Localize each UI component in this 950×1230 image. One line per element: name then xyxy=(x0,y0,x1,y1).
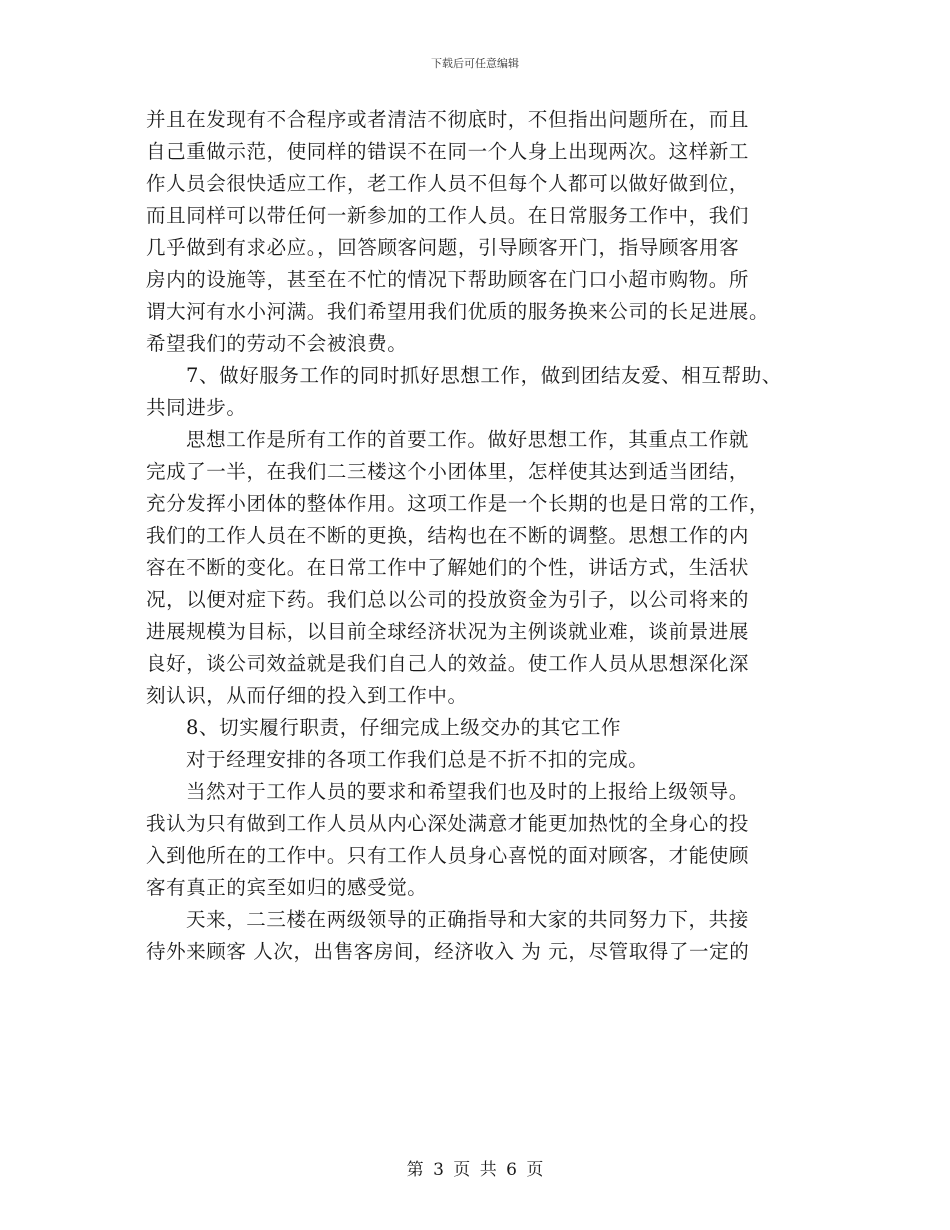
text-line: 希望我们的劳动不会被浪费。 xyxy=(146,332,408,355)
text-line: 客有真正的宾至如归的感受觉。 xyxy=(146,876,428,899)
text-line: 充分发挥小团体的整体作用。这项工作是一个长期的也是日常的工作， xyxy=(146,492,770,515)
text-line: 思想工作是所有工作的首要工作。做好思想工作，其重点工作就 xyxy=(186,428,749,451)
text-line: 几乎做到有求必应。，回答顾客问题，引导顾客开门，指导顾客用客 xyxy=(146,236,740,259)
text-line: 谓大河有水小河满。我们希望用我们优质的服务换来公司的长足进展。 xyxy=(146,300,770,323)
page-header: 下载后可任意编辑 xyxy=(431,57,519,70)
text-line: 容在不断的变化。在日常工作中了解她们的个性，讲话方式，生活状 xyxy=(146,556,750,579)
text-line: 并且在发现有不合程序或者清洁不彻底时，不但指出问题所在，而且 xyxy=(146,108,750,131)
page-footer: 第 3 页 共 6 页 xyxy=(406,1160,544,1180)
text-line: 8、切实履行职责，仔细完成上级交办的其它工作 xyxy=(186,716,622,739)
text-line: 入到他所在的工作中。只有工作人员身心喜悦的面对顾客，才能使顾 xyxy=(146,844,750,867)
text-line: 况，以便对症下药。我们总以公司的投放资金为引子，以公司将来的 xyxy=(146,588,750,611)
text-line: 房内的设施等，甚至在不忙的情况下帮助顾客在门口小超市购物。所 xyxy=(146,268,750,291)
text-line: 待外来顾客 人次，出售客房间，经济收入 为 元，尽管取得了一定的 xyxy=(146,940,750,963)
text-line: 作人员会很快适应工作，老工作人员不但每个人都可以做好做到位， xyxy=(146,172,750,195)
text-line: 而且同样可以带任何一新参加的工作人员。在日常服务工作中，我们 xyxy=(146,204,750,227)
text-line: 刻认识，从而仔细的投入到工作中。 xyxy=(146,684,468,707)
text-line: 天来，二三楼在两级领导的正确指导和大家的共同努力下，共接 xyxy=(186,908,749,931)
text-line: 7、做好服务工作的同时抓好思想工作，做到团结友爱、相互帮助、 xyxy=(186,364,782,387)
text-line: 当然对于工作人员的要求和希望我们也及时的上报给上级领导。 xyxy=(186,780,749,803)
text-line: 共同进步。 xyxy=(146,396,247,419)
text-line: 对于经理安排的各项工作我们总是不折不扣的完成。 xyxy=(186,748,649,771)
text-line: 我们的工作人员在不断的更换，结构也在不断的调整。思想工作的内 xyxy=(146,524,750,547)
text-line: 完成了一半，在我们二三楼这个小团体里，怎样使其达到适当团结， xyxy=(146,460,750,483)
text-line: 良好，谈公司效益就是我们自己人的效益。使工作人员从思想深化深 xyxy=(146,652,750,675)
document-body xyxy=(146,104,816,968)
text-line: 进展规模为目标，以目前全球经济状况为主例谈就业难，谈前景进展 xyxy=(146,620,750,643)
text-line: 自己重做示范，使同样的错误不在同一个人身上出现两次。这样新工 xyxy=(146,140,750,163)
text-line: 我认为只有做到工作人员从内心深处满意才能更加热忱的全身心的投 xyxy=(146,812,750,835)
